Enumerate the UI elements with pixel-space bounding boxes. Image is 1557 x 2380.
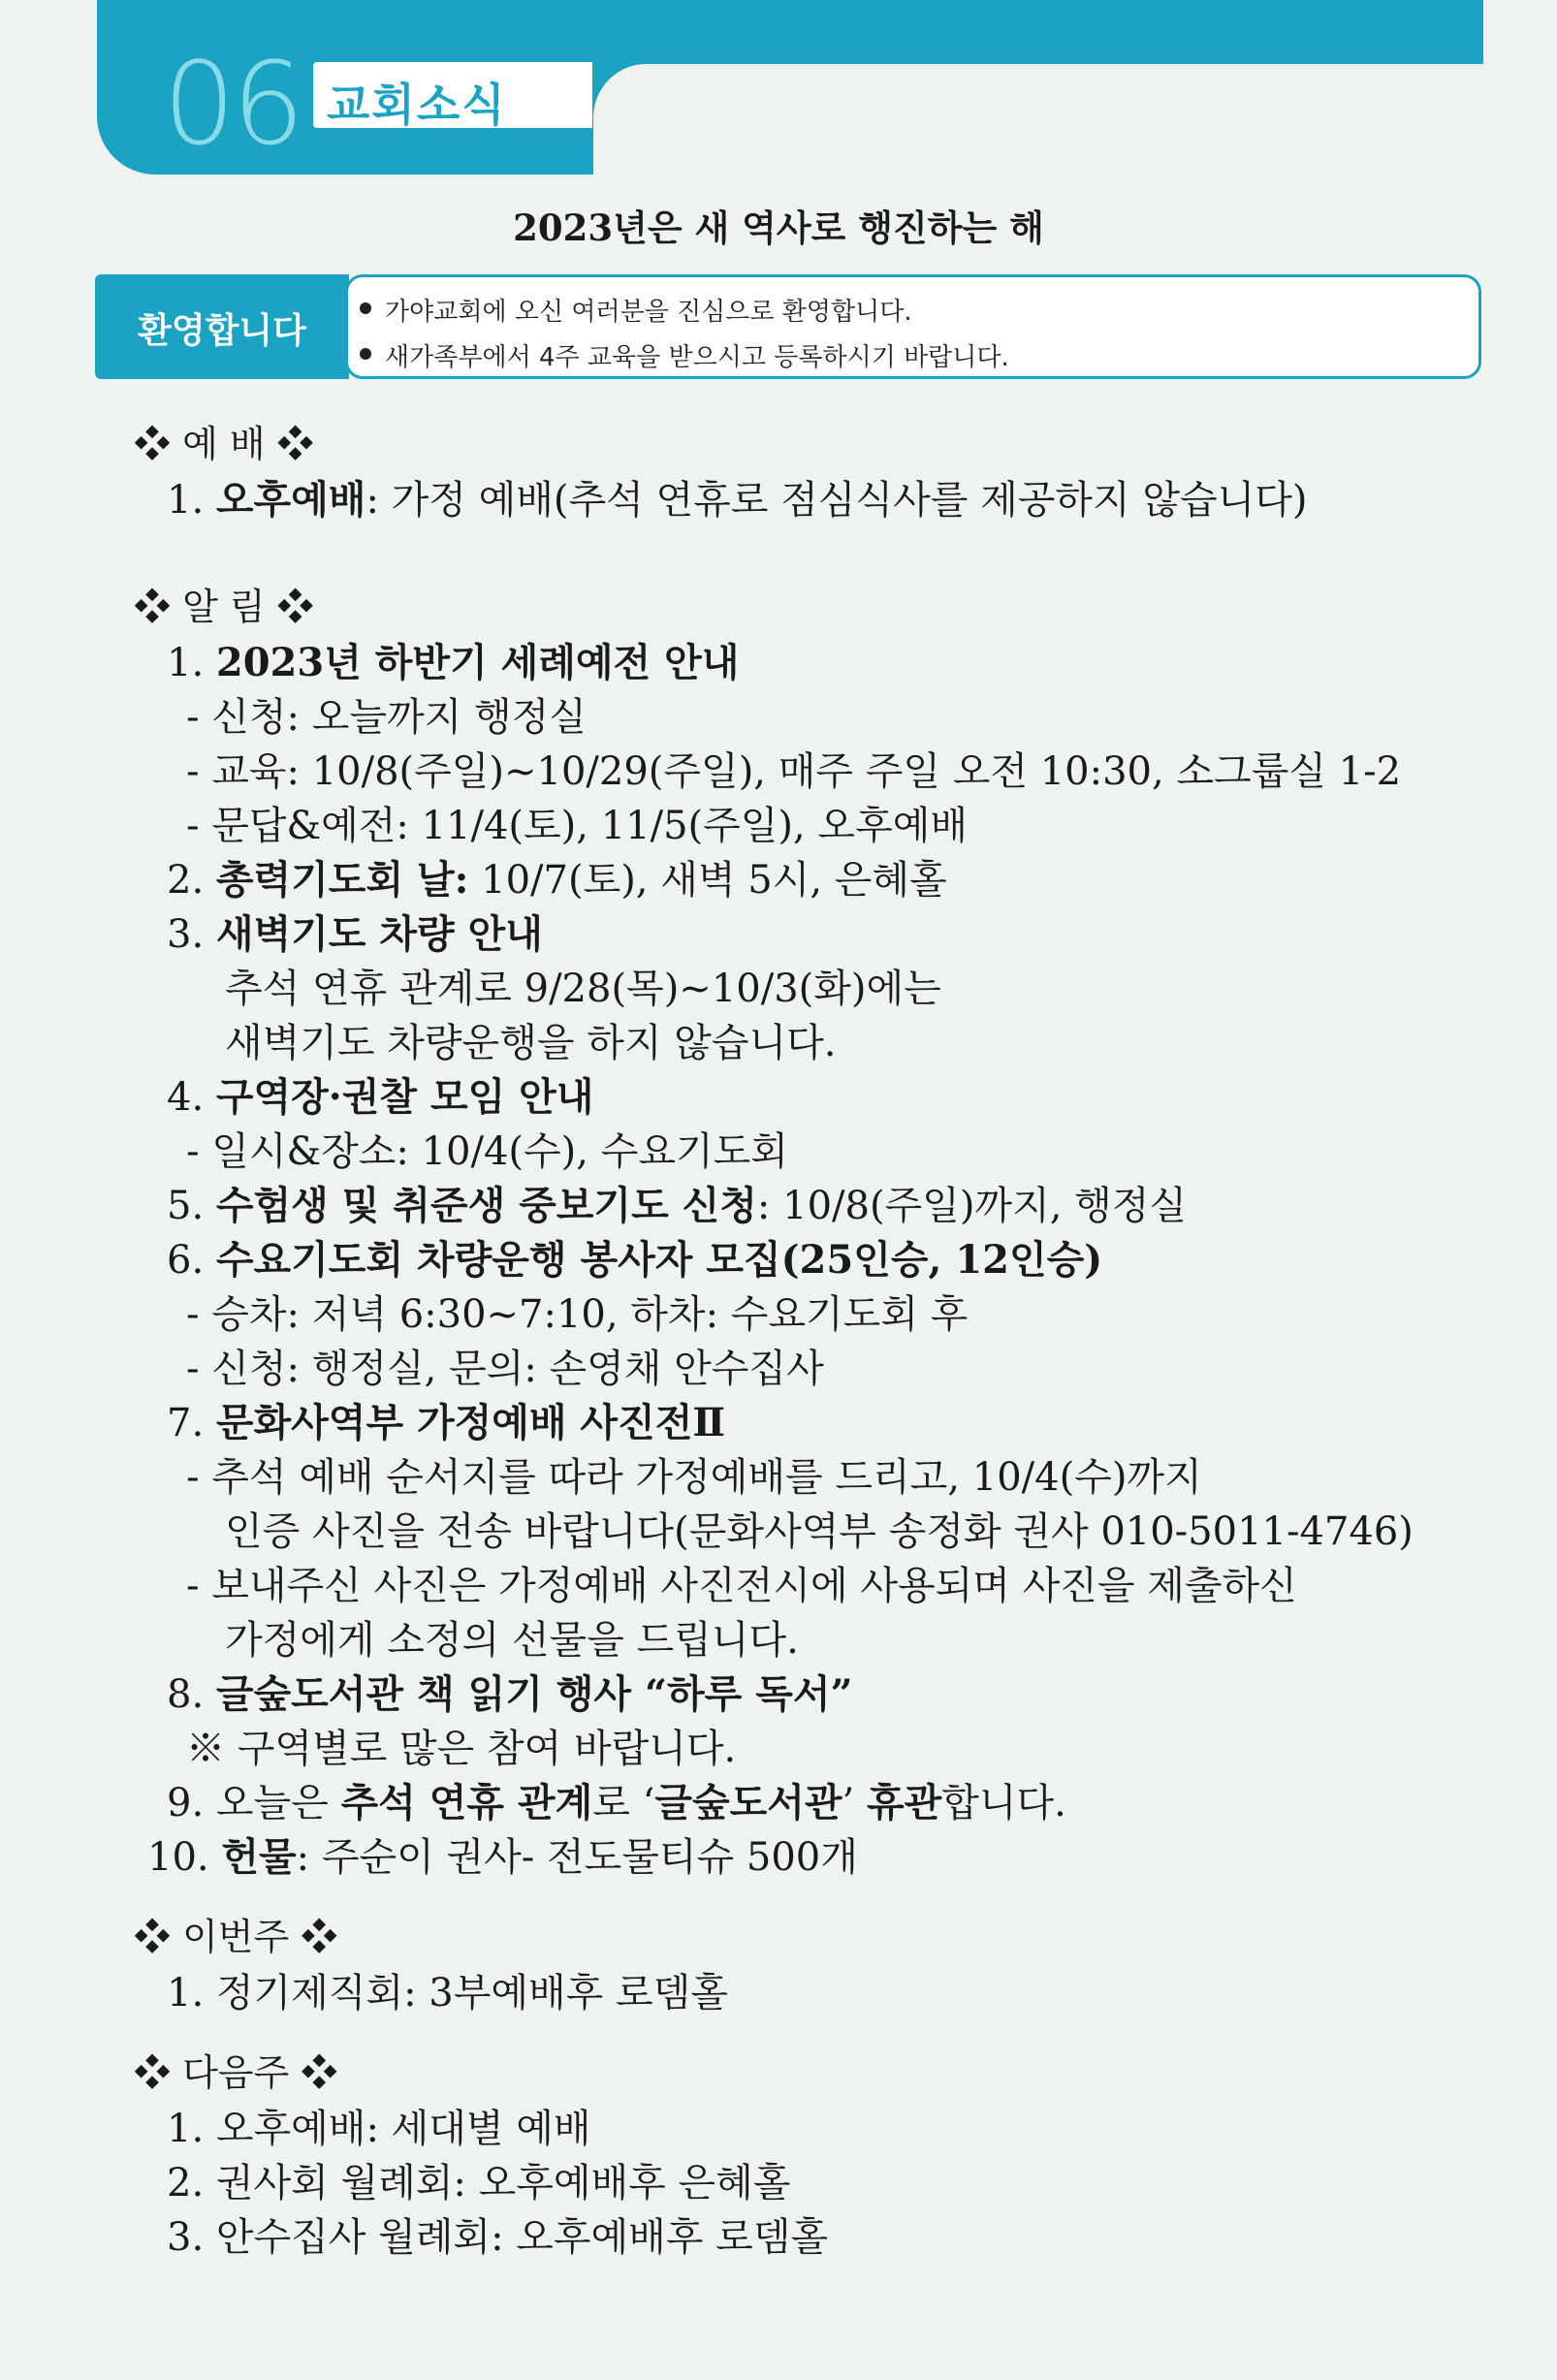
- this-week-heading: ❖ 이번주 ❖: [134, 1916, 338, 1958]
- notice-item: 9. 오늘은 추석 연휴 관계로 ‘글숲도서관’ 휴관합니다.: [167, 1780, 1066, 1825]
- header-tab-cutout: [593, 64, 1485, 185]
- welcome-line: 가야교회에 오신 여러분을 진심으로 환영합니다.: [385, 292, 912, 328]
- notice-detail: 인증 사진을 전송 바랍니다(문화사역부 송정화 권사 010-5011-4746): [225, 1509, 1414, 1554]
- notices-heading: ❖ 알 림 ❖: [134, 586, 314, 628]
- notice-detail: ※ 구역별로 많은 참여 바랍니다.: [186, 1727, 737, 1771]
- section-label-box: [313, 62, 592, 131]
- yearly-motto: 2023년은 새 역사로 행진하는 해: [513, 206, 1044, 249]
- next-week-item: 3. 안수집사 월례회: 오후예배후 로뎀홀: [167, 2215, 829, 2260]
- notice-item: 6. 수요기도회 차량운행 봉사자 모집(25인승, 12인승): [167, 1237, 1103, 1283]
- notice-detail: 새벽기도 차량운행을 하지 않습니다.: [225, 1021, 837, 1065]
- next-week-item: 2. 권사회 월례회: 오후예배후 은혜홀: [167, 2161, 791, 2205]
- section-number: 06: [163, 37, 302, 171]
- notice-item: 7. 문화사역부 가정예배 사진전Ⅱ: [167, 1400, 726, 1445]
- welcome-tag: [95, 274, 349, 379]
- next-week-heading: ❖ 다음주 ❖: [134, 2051, 338, 2094]
- notice-detail: - 추석 예배 순서지를 따라 가정예배를 드리고, 10/4(수)까지: [186, 1455, 1202, 1500]
- notice-detail: - 교육: 10/8(주일)~10/29(주일), 매주 주일 오전 10:30, 소그룹실 1-2: [186, 749, 1402, 794]
- notice-detail: - 일시&장소: 10/4(수), 수요기도회: [186, 1129, 788, 1174]
- next-week-item: 1. 오후예배: 세대별 예배: [167, 2107, 591, 2151]
- worship-heading: ❖ 예 배 ❖: [134, 423, 314, 465]
- welcome-box: [95, 274, 1483, 379]
- welcome-line: 새가족부에서 4주 교육을 받으시고 등록하시기 바랍니다.: [385, 337, 1009, 373]
- notice-detail: - 보내주신 사진은 가정예배 사진전시에 사용되며 사진을 제출하신: [186, 1564, 1297, 1608]
- welcome-tag-label: 환영합니다: [138, 311, 306, 351]
- notice-detail: - 신청: 오늘까지 행정실: [186, 695, 587, 740]
- notice-item: 10. 헌물: 주순이 권사- 전도물티슈 500개: [147, 1834, 858, 1880]
- welcome-message-box: [345, 274, 1481, 379]
- worship-item: 1. 오후예배: 가정 예배(추석 연휴로 점심식사를 제공하지 않습니다): [167, 477, 1308, 523]
- notice-item: 4. 구역장·권찰 모임 안내: [167, 1074, 594, 1120]
- notice-item: 3. 새벽기도 차량 안내: [167, 911, 543, 957]
- section-title: 교회소식: [327, 79, 507, 131]
- notice-detail: 추석 연휴 관계로 9/28(목)~10/3(화)에는: [225, 967, 941, 1011]
- notice-item: 1. 2023년 하반기 세례예전 안내: [167, 640, 740, 685]
- notice-detail: - 문답&예전: 11/4(토), 11/5(주일), 오후예배: [186, 804, 968, 848]
- notice-item: 8. 글숲도서관 책 읽기 행사 “하루 독서”: [167, 1671, 853, 1717]
- notice-item: 2. 총력기도회 날: 10/7(토), 새벽 5시, 은혜홀: [167, 857, 947, 903]
- notice-detail: - 신청: 행정실, 문의: 손영채 안수집사: [186, 1347, 824, 1391]
- this-week-item: 1. 정기제직회: 3부예배후 로뎀홀: [167, 1971, 728, 2015]
- notice-item: 5. 수험생 및 취준생 중보기도 신청: 10/8(주일)까지, 행정실: [167, 1183, 1188, 1228]
- notice-detail: - 승차: 저녁 6:30~7:10, 하차: 수요기도회 후: [186, 1292, 969, 1337]
- notice-detail: 가정에게 소정의 선물을 드립니다.: [225, 1618, 799, 1663]
